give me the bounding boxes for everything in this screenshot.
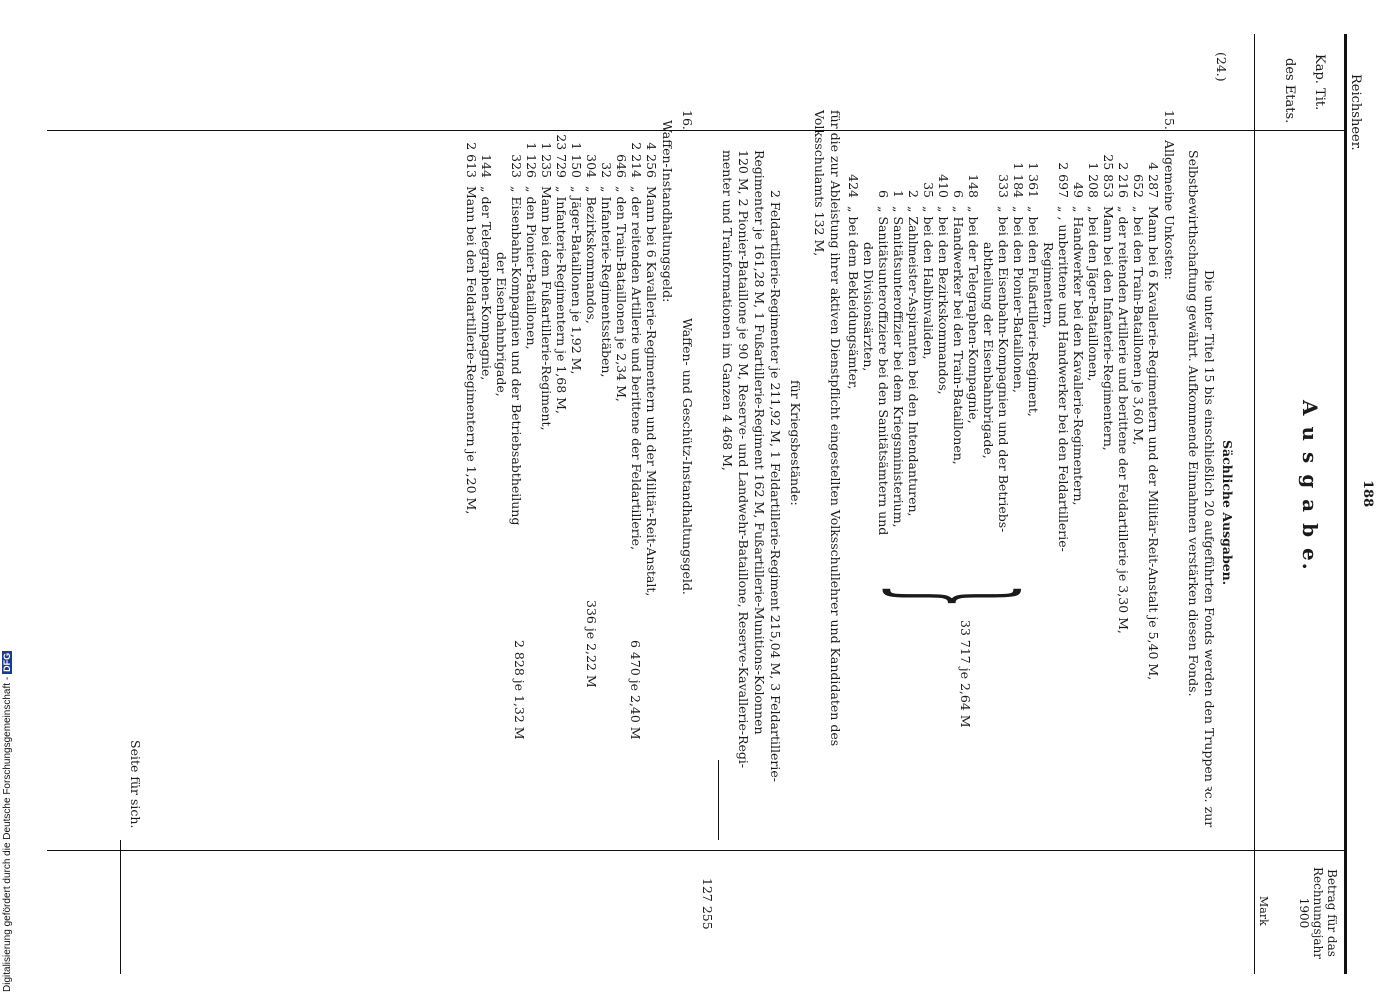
list-item: 646„ den Train-Bataillonen je 2,34 M, — [614, 154, 629, 402]
tit16-heading: Waffen-Instandhaltungsgeld: — [660, 120, 675, 303]
subtitle: Sächliche Ausgaben. — [1220, 440, 1235, 586]
list-item: 144„ der Telegraphen-Kompagnie, — [479, 154, 494, 381]
amount-unit-label: Mark — [1257, 896, 1270, 926]
etat-label: des Etats. — [1282, 58, 1297, 124]
list-item: 1 126„ den Pionier-Bataillonen, — [524, 142, 539, 350]
list-item: 4 287Mann bei 6 Kavallerie-Regimentern und der Militär-Reit-Anstalt je 5,40 M, — [1146, 162, 1161, 681]
list-item: 2 697„ , unberittene und Handwerker bei den Feldartillerie- — [1056, 162, 1071, 552]
kriegsbestaende-line-1: 2 Feldartillerie-Regimenter je 211,92 M, 1 Feldartillerie-Regiment 215,04 M, 3 Feldartillerie- — [768, 190, 783, 782]
list-item: 148„ bei der Telegraphen-Kompagnie, — [966, 174, 981, 424]
tit15-heading: Allgemeine Unkosten: — [1162, 140, 1177, 280]
list-item: 1„ Sanitätsunteroffizier bei dem Kriegsministerium, — [891, 190, 906, 528]
tit16-number: 16. — [680, 110, 695, 130]
list-item: 25 853Mann bei den Infanterie-Regimentern, — [1101, 154, 1116, 451]
list-item: 1 150„ Jäger-Bataillonen je 1,92 M, — [569, 142, 584, 375]
list-item: 35„ bei den Halbinvaliden, — [921, 182, 936, 360]
volksschul-line-2: Volksschulamts 132 M, — [812, 110, 827, 257]
list-item: 2 613Mann bei den Feldartillerie-Regimentern je 1,20 M, — [464, 142, 479, 515]
list-item: der Eisenbahnbrigade, — [494, 252, 509, 397]
list-item: abtheilung der Eisenbahnbrigade, — [981, 242, 996, 459]
intro-line-2: Selbstbewirthschaftung gewährt. Aufkommende Einnahmen verstärken diesen Fonds. — [1186, 150, 1201, 697]
page-number: 188 — [1360, 480, 1375, 508]
tit15-amount: 127 255 — [700, 878, 715, 930]
sum-rule — [718, 760, 719, 840]
kriegsbestaende-line-3: 120 M, 2 Pionier-Bataillone je 90 M, Reserve- und Landwehr-Bataillone, Reserve-Kavallerie-Regi- — [736, 150, 751, 769]
list-item: 32„ Infanterie-Regimentsstäben, — [599, 162, 614, 378]
kriegsbestaende-line-2: Regimenter je 161,28 M, 1 Fußartillerie-Regiment 162 M, Fußartillerie-Munitions-Kolonnen — [752, 150, 767, 735]
list-item: 410„ bei den Bezirkskommandos, — [936, 174, 951, 395]
digitization-note: Digitalisierung gefördert durch die Deutsche Forschungsgemeinschaft -DFG — [2, 652, 13, 992]
list-item: 323„ Eisenbahn-Kompagnien und der Betriebsabtheilung — [509, 154, 524, 526]
list-item: 23 729„ Infanterie-Regimentern je 1,68 M, — [554, 134, 569, 414]
brace-bracket: } — [871, 584, 1045, 608]
top-rule — [1344, 34, 1347, 974]
tit16-brace-c: 2 828 je 1,32 M — [512, 640, 527, 740]
bottom-rule — [120, 840, 121, 974]
amount-column-divider — [47, 850, 1347, 851]
list-item: 49„ Handwerker bei den Kavallerie-Regimentern, — [1071, 182, 1086, 506]
kriegsbestaende-heading: für Kriegsbestände: — [788, 380, 803, 506]
list-item: 6„ Handwerker bei den Train-Bataillonen, — [951, 190, 966, 465]
tit16-brace-a: 6 470 je 2,40 M — [628, 640, 643, 740]
list-item: 6„ Sanitätsunteroffiziere bei den Sanitätsämtern und — [876, 190, 891, 536]
header-rule — [1254, 34, 1255, 974]
list-item: 4 256Mann bei 6 Kavallerie-Regimentern und der Militär-Reit-Anstalt, — [644, 142, 659, 597]
tit16-title: Waffen- und Geschütz-Instandhaltungsgeld. — [680, 318, 695, 595]
list-item: 2„ Zahlmeister-Aspiranten bei den Intendanturen, — [906, 190, 921, 517]
tit15-number: 15. — [1162, 110, 1177, 130]
tit15-brace-total: 33 717 je 2,64 M — [958, 620, 973, 728]
dfg-logo: DFG — [2, 652, 12, 672]
list-item: 424„ bei dem Bekleidungsämter, — [846, 174, 861, 390]
list-item: 1 208„ bei den Jäger-Bataillonen, — [1086, 162, 1101, 382]
list-item: 2 214„ der reitenden Artillerie und berittene der Feldartillerie, — [629, 142, 644, 551]
list-item: 1 184„ bei den Pionier-Bataillonen, — [1011, 162, 1026, 393]
list-item: Regimentern, — [1041, 242, 1056, 329]
amount-column-label: Betrag für das Rechnungsjahr 1900 — [1297, 867, 1339, 959]
kriegsbestaende-line-4: menter und Trainformationen im Ganzen 4 468 M, — [720, 150, 735, 471]
section-header: Reichsheer. — [1348, 74, 1363, 151]
intro-line-1: Die unter Titel 15 bis einschließlich 20 aufgeführten Fonds werden den Truppen ꝛc. zur — [1202, 270, 1217, 828]
list-item: 1 361„ bei den Fußartillerie-Regiment, — [1026, 162, 1041, 417]
footer-note: Seite für sich. — [128, 740, 143, 829]
list-item: 333„ bei den Eisenbahn-Kompagnien und der Betriebs- — [996, 174, 1011, 533]
serial-number: (24.) — [1214, 52, 1229, 82]
volksschul-line-1: für die zur Ableistung ihrer aktiven Dienstpflicht eingestellten Volksschullehrer und Kandidaten des — [828, 110, 843, 747]
list-item: 652„ bei den Train-Bataillonen je 3,60 M, — [1131, 174, 1146, 446]
kap-column-divider — [47, 130, 1347, 131]
list-item: 2 216„ der reitenden Artillerie und berittene der Feldartillerie je 3,30 M, — [1116, 162, 1131, 634]
digitization-strip — [0, 0, 24, 1000]
kap-tit-label: Kap. Tit. — [1312, 54, 1327, 111]
list-item: den Divisionsärzten, — [861, 242, 876, 372]
tit16-brace-b: 336 je 2,22 M — [584, 600, 599, 688]
list-item: 1 235Mann bei dem Fußartillerie-Regiment, — [539, 142, 554, 431]
ausgabe-title: A u s g a b e. — [1298, 400, 1322, 572]
list-item: 304„ Bezirkskommandos, — [584, 154, 599, 324]
